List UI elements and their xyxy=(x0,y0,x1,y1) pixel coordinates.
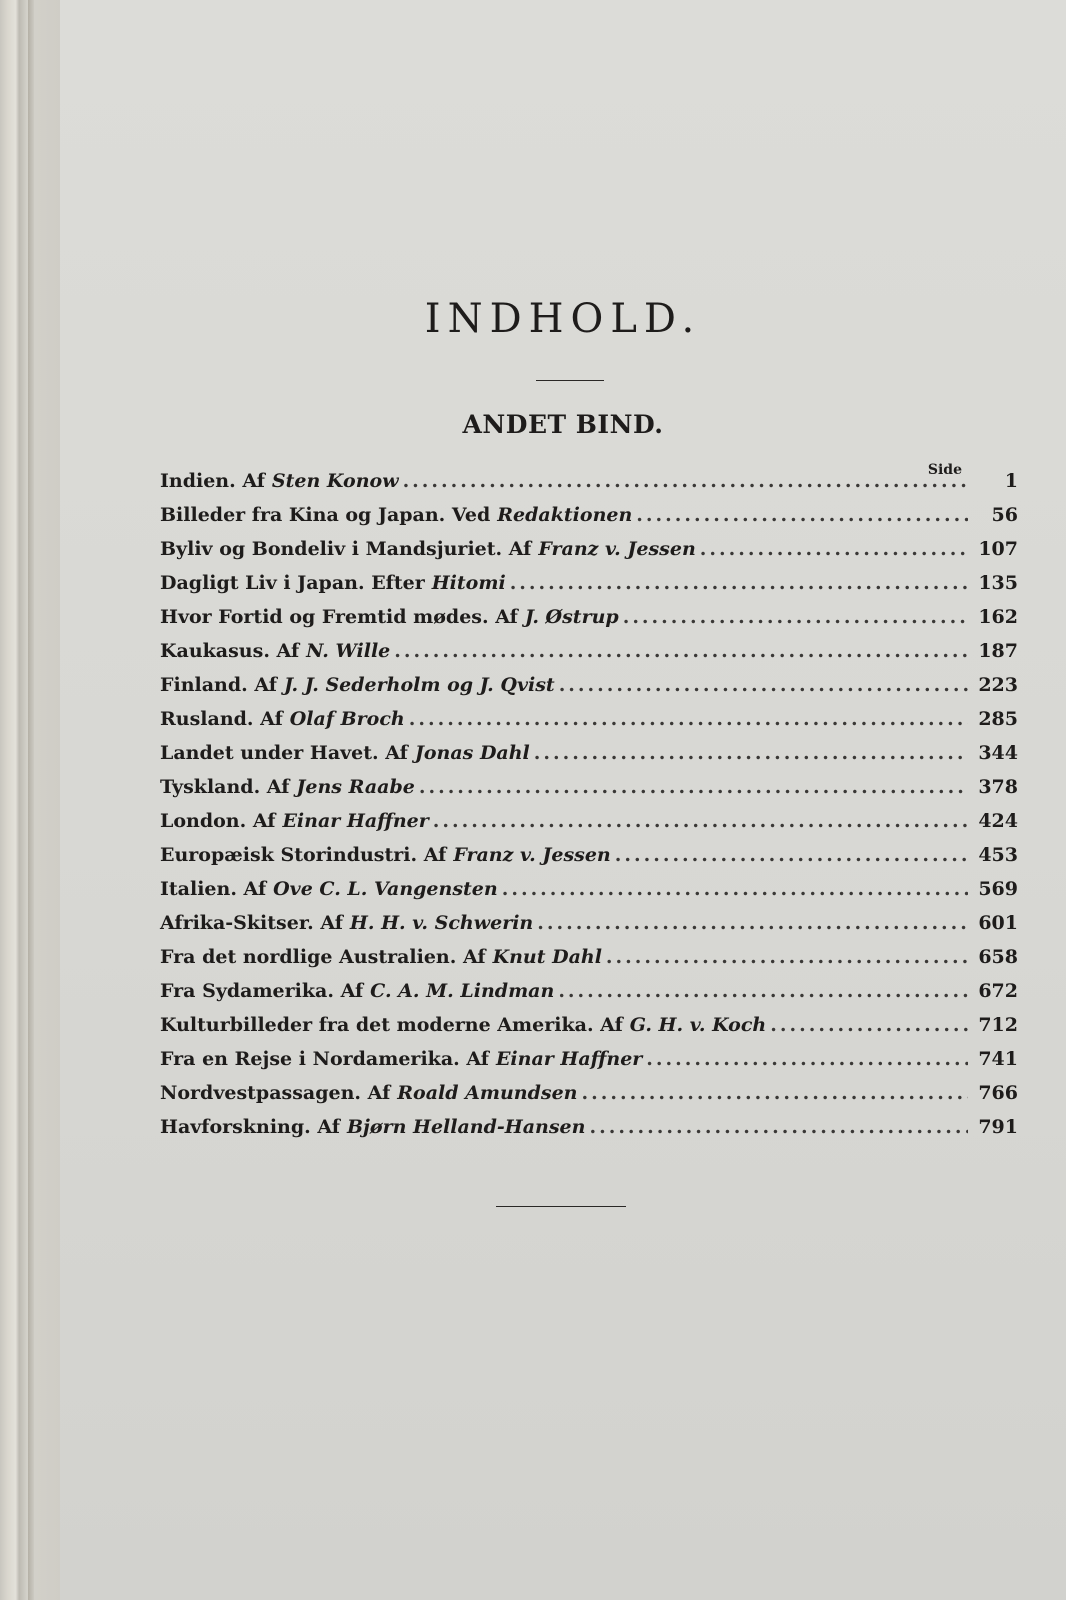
dot-leader xyxy=(433,810,968,832)
toc-entry xyxy=(160,810,1018,844)
dot-leader xyxy=(589,1116,968,1138)
title-divider xyxy=(536,380,604,381)
dot-leader xyxy=(700,538,968,560)
dot-leader xyxy=(559,674,968,696)
toc-entry-title: Havforskning. Af xyxy=(160,1116,340,1138)
toc-entry-author: Franz v. Jessen xyxy=(538,538,696,560)
book-page xyxy=(60,0,1066,1600)
page-title: INDHOLD. xyxy=(424,296,702,342)
toc-entry-author: Einar Haffner xyxy=(282,810,429,832)
toc-entry-title: Indien. Af xyxy=(160,470,265,492)
toc-entry xyxy=(160,980,1018,1014)
toc-entry-title: London. Af xyxy=(160,810,276,832)
toc-entry-title: Kaukasus. Af xyxy=(160,640,300,662)
toc-entry-author: Roald Amundsen xyxy=(397,1082,578,1104)
toc-entry xyxy=(160,470,1018,504)
toc-entry-author: Franz v. Jessen xyxy=(453,844,611,866)
toc-entry xyxy=(160,946,1018,980)
page-column-label: Side xyxy=(927,462,962,478)
toc-entry-title: Rusland. Af xyxy=(160,708,283,730)
toc-entry-page: 766 xyxy=(978,1082,1018,1104)
toc-entry xyxy=(160,1014,1018,1048)
toc-entry-author: Ove C. L. Vangensten xyxy=(273,878,498,900)
toc-entry xyxy=(160,742,1018,776)
toc-entry-title: Fra Sydamerika. Af xyxy=(160,980,364,1002)
toc-entry-author: Einar Haffner xyxy=(495,1048,643,1070)
toc-entry-page: 56 xyxy=(991,504,1018,526)
toc-entry xyxy=(160,912,1018,946)
toc-entry-title: Finland. Af xyxy=(160,674,277,696)
toc-entry xyxy=(160,538,1018,572)
dot-leader xyxy=(606,946,968,968)
toc-entry xyxy=(160,708,1018,742)
dot-leader xyxy=(582,1082,969,1104)
toc-entry xyxy=(160,640,1018,674)
dot-leader xyxy=(502,878,968,900)
toc-entry xyxy=(160,504,1018,538)
toc-entry-title: Afrika-Skitser. Af xyxy=(160,912,343,934)
toc-entry-author: N. Wille xyxy=(306,640,391,662)
dot-leader xyxy=(409,708,968,730)
toc-entry-page: 791 xyxy=(978,1116,1018,1138)
toc-entry-title: Hvor Fortid og Fremtid mødes. Af xyxy=(160,606,518,628)
toc-entry-author: J. Østrup xyxy=(524,606,619,628)
toc-entry-title: Fra en Rejse i Nordamerika. Af xyxy=(160,1048,489,1070)
toc-entry xyxy=(160,776,1018,810)
toc-entry-author: Jens Raabe xyxy=(296,776,415,798)
toc-entry-author: Olaf Broch xyxy=(289,708,405,730)
toc-entry-author: Redaktionen xyxy=(497,504,633,526)
toc-entry xyxy=(160,674,1018,708)
dot-leader xyxy=(394,640,968,662)
toc-entry xyxy=(160,1116,1018,1150)
toc-entry-author: H. H. v. Schwerin xyxy=(349,912,534,934)
toc-entry-page: 453 xyxy=(978,844,1018,866)
toc-entry-title: Byliv og Bondeliv i Mandsjuriet. Af xyxy=(160,538,532,560)
dot-leader xyxy=(646,1048,968,1070)
toc-entry-author: Knut Dahl xyxy=(492,946,602,968)
toc-entry xyxy=(160,572,1018,606)
toc-entry xyxy=(160,878,1018,912)
toc-entry xyxy=(160,1082,1018,1116)
toc-entry-page: 672 xyxy=(978,980,1018,1002)
toc-entry-page: 569 xyxy=(978,878,1018,900)
dot-leader xyxy=(615,844,968,866)
toc-entry-author: Bjørn Helland-Hansen xyxy=(346,1116,586,1138)
toc-entry-page: 107 xyxy=(978,538,1018,560)
toc-entry-page: 712 xyxy=(978,1014,1018,1036)
toc-entry-page: 187 xyxy=(978,640,1018,662)
dot-leader xyxy=(558,980,968,1002)
toc-entry-page: 344 xyxy=(978,742,1018,764)
dot-leader xyxy=(419,776,968,798)
toc-entry xyxy=(160,606,1018,640)
dot-leader xyxy=(623,606,968,628)
toc-entry-page: 424 xyxy=(978,810,1018,832)
toc-entry-page: 741 xyxy=(978,1048,1018,1070)
toc-entry-page: 223 xyxy=(978,674,1018,696)
dot-leader xyxy=(636,504,968,526)
toc-entry-title: Tyskland. Af xyxy=(160,776,290,798)
toc-entry-title: Kulturbilleder fra det moderne Amerika. Af xyxy=(160,1014,623,1036)
toc-entry xyxy=(160,1048,1018,1082)
toc-entry-page: 162 xyxy=(978,606,1018,628)
toc-entry-author: G. H. v. Koch xyxy=(629,1014,767,1036)
toc-entry-page: 658 xyxy=(978,946,1018,968)
volume-heading: ANDET BIND. xyxy=(462,410,664,439)
toc-entry-author: Sten Konow xyxy=(271,470,399,492)
dot-leader xyxy=(537,912,968,934)
dot-leader xyxy=(770,1014,968,1036)
toc-entry-page: 378 xyxy=(978,776,1018,798)
dot-leader xyxy=(510,572,968,594)
toc-entry-title: Fra det nordlige Australien. Af xyxy=(160,946,486,968)
dot-leader xyxy=(534,742,968,764)
toc-entry-author: Hitomi xyxy=(431,572,506,594)
toc-entry-page: 135 xyxy=(978,572,1018,594)
toc-entry-title: Billeder fra Kina og Japan. Ved xyxy=(160,504,491,526)
toc-entry-author: C. A. M. Lindman xyxy=(370,980,555,1002)
dot-leader xyxy=(403,470,968,492)
toc-entry-author: Jonas Dahl xyxy=(414,742,530,764)
toc-entry-author: J. J. Sederholm og J. Qvist xyxy=(283,674,555,696)
toc-entry-title: Europæisk Storindustri. Af xyxy=(160,844,447,866)
toc-entry-title: Dagligt Liv i Japan. Efter xyxy=(160,572,425,594)
toc-entry-page: 285 xyxy=(978,708,1018,730)
book-page-edge xyxy=(0,0,60,1600)
toc-entry-page: 601 xyxy=(978,912,1018,934)
toc-entry-title: Italien. Af xyxy=(160,878,267,900)
toc-entry xyxy=(160,844,1018,878)
toc-entry-page: 1 xyxy=(1004,470,1018,492)
toc-entry-title: Nordvestpassagen. Af xyxy=(160,1082,391,1104)
closing-divider xyxy=(496,1206,626,1207)
table-of-contents xyxy=(160,470,1018,1150)
toc-entry-title: Landet under Havet. Af xyxy=(160,742,408,764)
